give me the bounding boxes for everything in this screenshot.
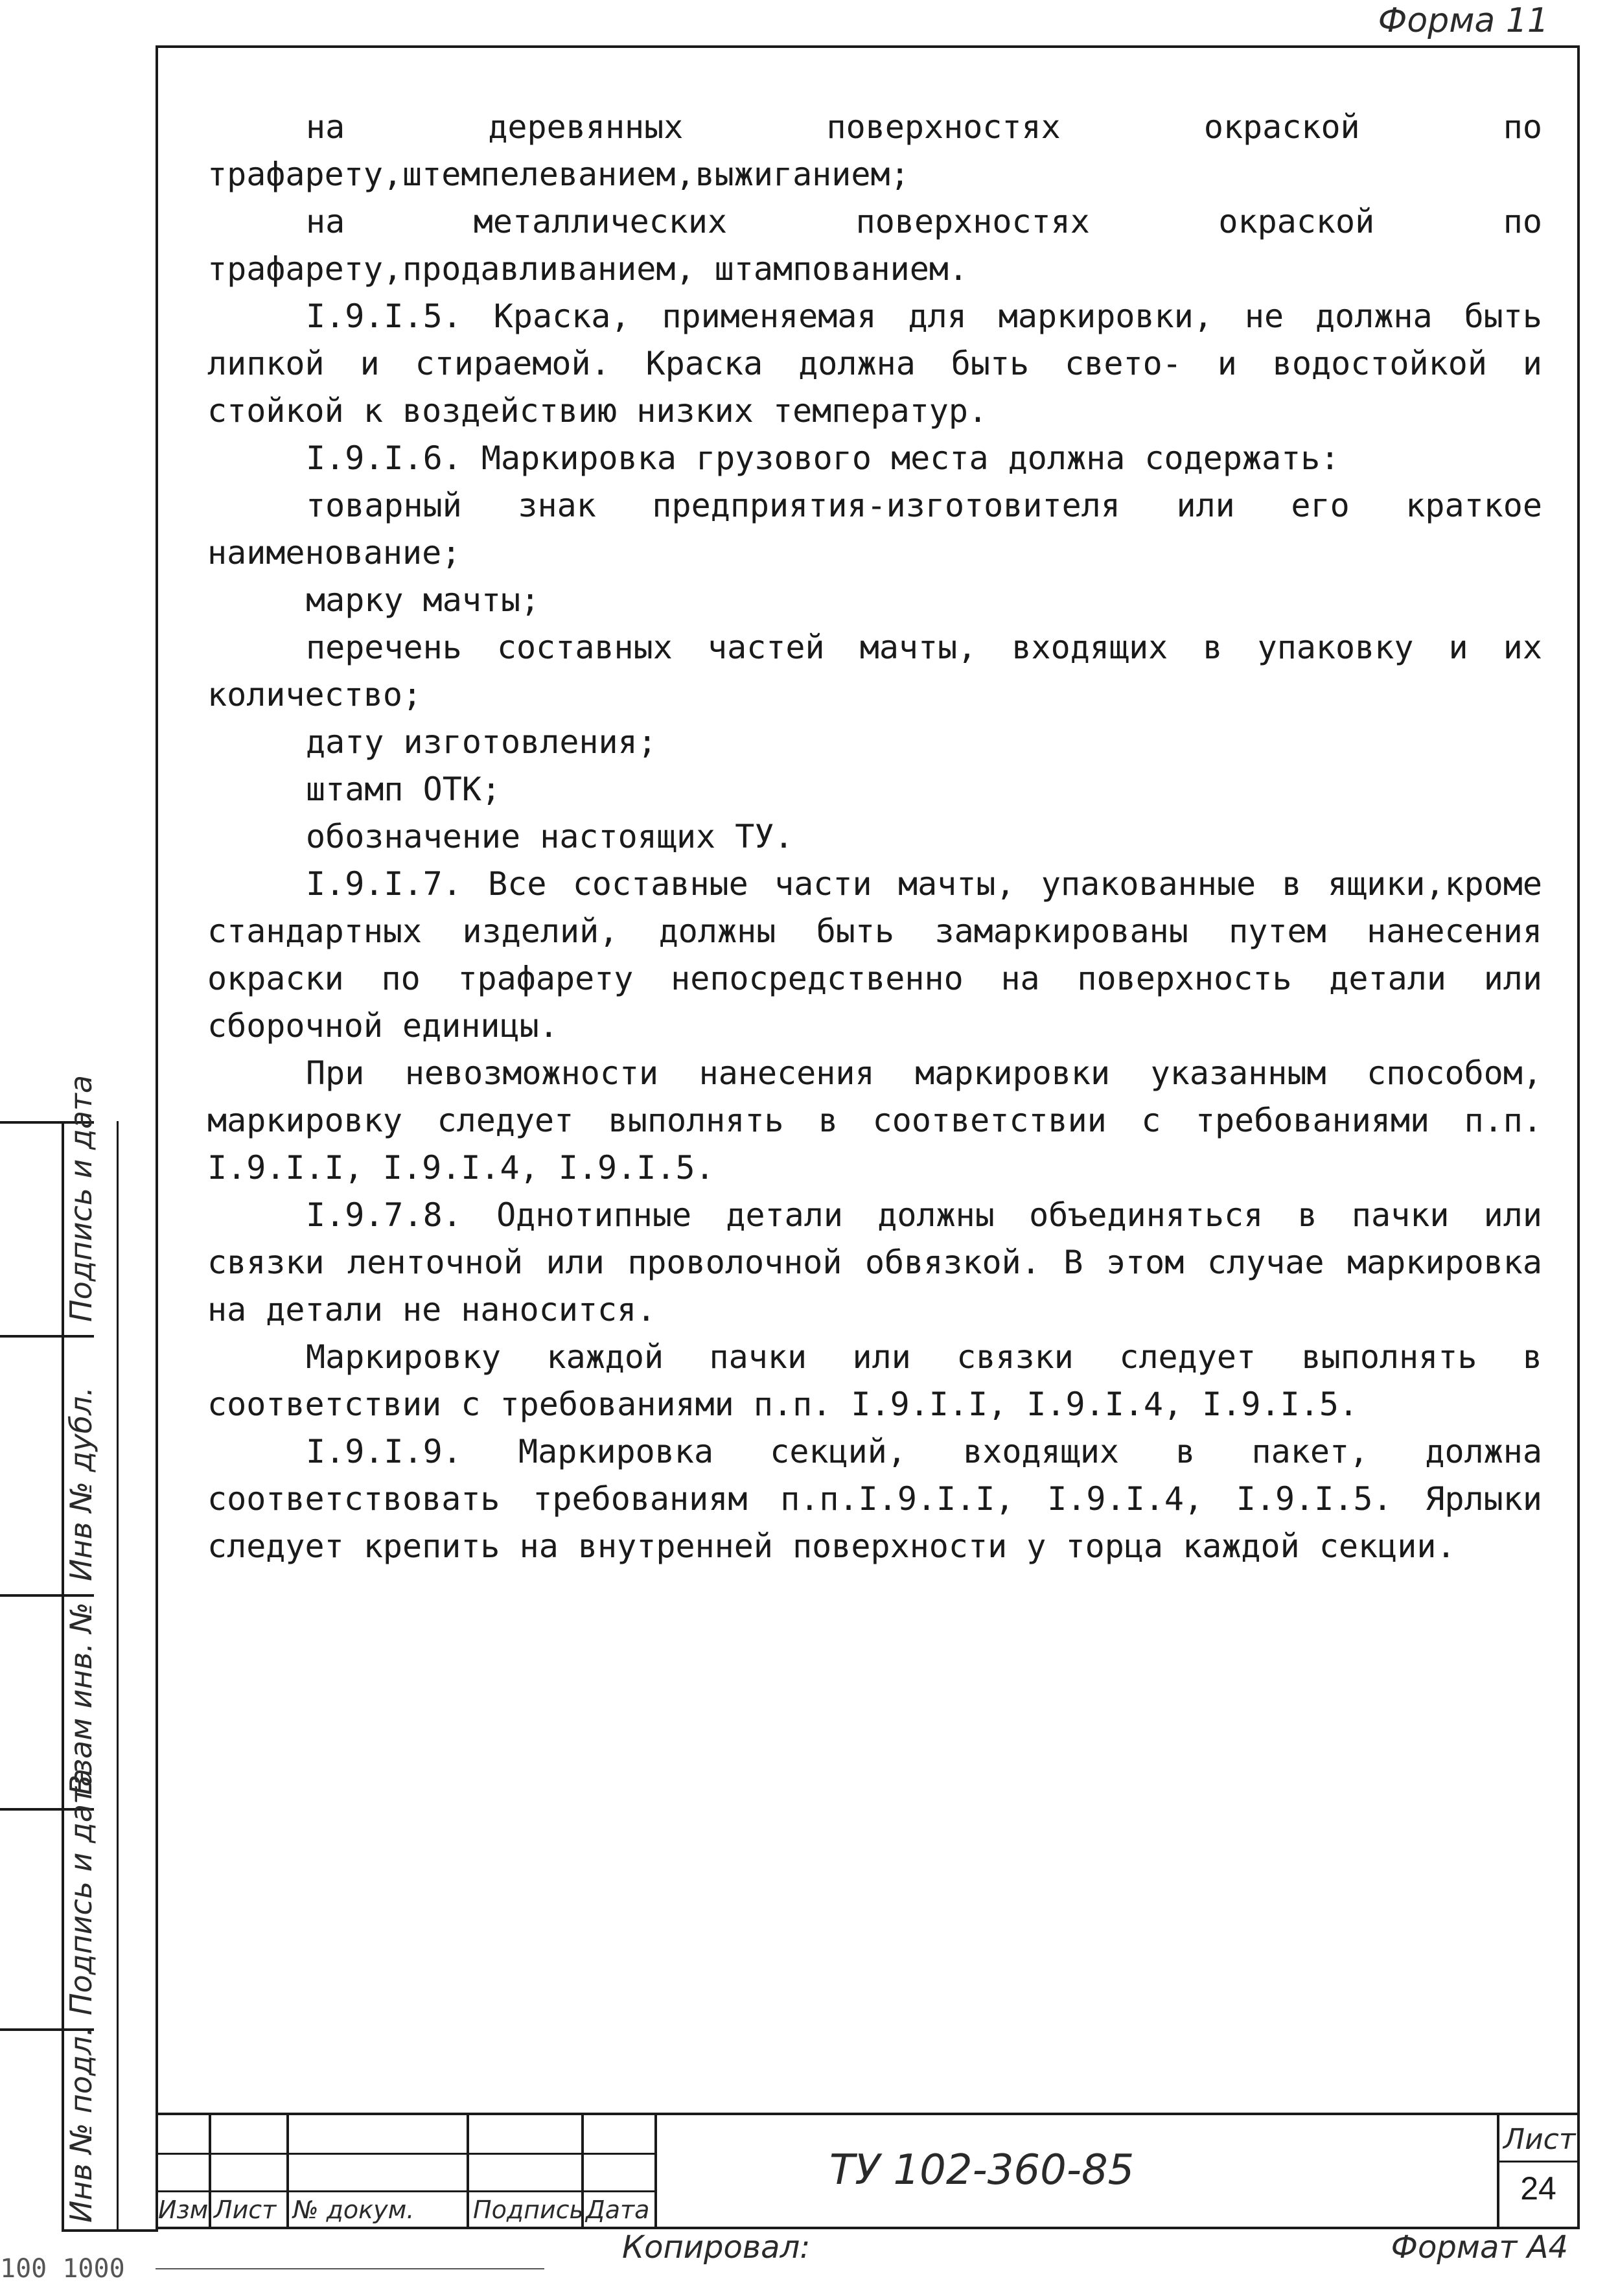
form-label: Форма 11 [1378,1,1549,40]
copied-by-label: Копировал: [622,2229,811,2266]
document-body [207,104,1542,1570]
paragraph: обозначение настоящих ТУ. [306,818,794,855]
paragraph: марку мачты; [306,581,540,619]
title-block-line [209,2115,211,2229]
paragraph: I.9.I.6. Маркировка грузового места должна содержать: [306,439,1340,477]
column-label-izm: Изм [158,2196,209,2224]
paragraph: на металлических поверхностях окраской по трафарету,продавливанием, штампованием. [207,203,1542,288]
side-stamp-divider [0,1335,94,1338]
document-designation: ТУ 102-360-85 [829,2146,1135,2194]
side-label-signature-date: Подпись и дата [64,1768,98,2015]
title-block-row-line [156,2190,654,2192]
side-label-inv-dubl: Инв № дубл. [64,1386,98,1581]
paragraph: При невозможности нанесения маркировки указанным способом, маркировку следует выполнять в соответствии с требованиями п.п. I.9.I.I, I.9.I.4, I.9.I.5. [207,1054,1542,1187]
paragraph: на деревянных поверхностях окраской по трафарету,штемпелеванием,выжиганием; [207,108,1542,193]
side-label-vzam-inv: Взам инв. № [64,1602,98,1795]
column-label-list: Лист [214,2196,277,2224]
title-block-line [467,2115,469,2229]
format-label: Формат А4 [1391,2229,1568,2266]
paragraph: I.9.7.8. Однотипные детали должны объединяться в пачки или связки ленточной или проволочной обвязкой. В этом случае маркировка на детали не наносится. [207,1196,1542,1328]
paragraph: перечень составных частей мачты, входящих в упаковку и их количество; [207,629,1542,713]
paragraph: I.9.I.9. Маркировка секций, входящих в пакет, должна соответствовать требованиям п.п.I.9.I.I, I.9.I.4, I.9.I.5. Ярлыки следует крепить на внутренней поверхности у торца каждой секции. [207,1433,1542,1565]
side-label-inv-podl: Инв № подл. [64,2026,98,2223]
column-label-signature: Подпись [473,2196,584,2224]
paragraph: товарный знак предприятия-изготовителя или его краткое наименование; [207,487,1542,572]
footer-line [156,2268,544,2269]
title-block-row-line [1497,2161,1580,2163]
paragraph: I.9.I.7. Все составные части мачты, упакованные в ящики,кроме стандартных изделий, должны быть замаркированы путем нанесения окраски по трафарету непосредственно на поверхность детали или сборочной единицы. [207,865,1542,1045]
paragraph: дату изготовления; [306,723,657,761]
sheet-number: 24 [1520,2170,1556,2207]
paragraph: штамп ОТК; [306,771,502,808]
title-block-row-line [156,2153,654,2155]
title-block-line [654,2115,657,2229]
side-stamp-inner-line [117,1121,119,2229]
paragraph: Маркировку каждой пачки или связки следует выполнять в соответствии с требованиями п.п. I.9.I.I, I.9.I.4, I.9.I.5. [207,1338,1542,1423]
title-block [156,2113,1580,2232]
side-stamp-divider [0,1594,94,1597]
column-label-date: Дата [586,2196,650,2224]
paragraph: I.9.I.5. Краска, применяемая для маркировки, не должна быть липкой и стираемой. Краска должна быть свето- и водостойкой и стойкой к воздействию низких температур. [207,297,1542,430]
sheet-label: Лист [1503,2123,1576,2156]
column-label-document-number: № докум. [293,2196,415,2224]
title-block-line [286,2115,289,2229]
side-label-signature-date-2: Подпись и дата [64,1074,98,1322]
left-footer-mark: 100 1000 [0,2254,125,2284]
